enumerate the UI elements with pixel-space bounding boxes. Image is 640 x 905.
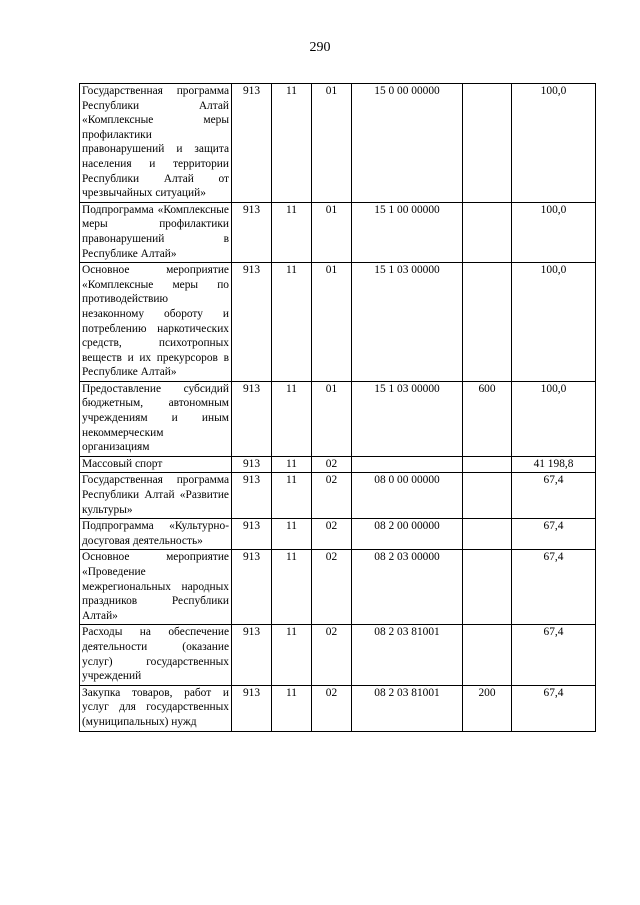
row-ministry: 913 [232,550,272,625]
row-section: 11 [272,473,312,519]
row-name: Предоставление субсидий бюджетным, автономным учреждениям и иным некоммерческим организациям [80,381,232,456]
table-row [80,519,596,550]
row-subsection: 02 [312,519,352,550]
row-expense-type [463,519,512,550]
row-expense-type [463,263,512,382]
row-section: 11 [272,519,312,550]
row-section: 11 [272,685,312,731]
row-expense-type [463,625,512,685]
row-ministry: 913 [232,519,272,550]
row-amount: 67,4 [512,550,596,625]
row-section: 11 [272,84,312,203]
row-amount: 67,4 [512,685,596,731]
row-subsection: 02 [312,685,352,731]
row-ministry: 913 [232,202,272,262]
row-expense-type: 600 [463,381,512,456]
row-subsection: 01 [312,202,352,262]
row-ministry: 913 [232,456,272,473]
row-name: Государственная программа Республики Алтай «Развитие культуры» [80,473,232,519]
table-row [80,263,596,382]
row-target: 15 1 03 00000 [352,381,463,456]
row-section: 11 [272,550,312,625]
row-amount: 100,0 [512,381,596,456]
row-target [352,456,463,473]
row-name: Расходы на обеспечение деятельности (оказание услуг) государственных учреждений [80,625,232,685]
table-body [80,84,596,732]
row-subsection: 01 [312,381,352,456]
row-subsection: 02 [312,625,352,685]
row-subsection: 02 [312,473,352,519]
row-amount: 100,0 [512,263,596,382]
row-expense-type [463,84,512,203]
row-target: 08 0 00 00000 [352,473,463,519]
row-name: Подпрограмма «Культурно-досуговая деятельность» [80,519,232,550]
row-ministry: 913 [232,473,272,519]
row-amount: 41 198,8 [512,456,596,473]
row-section: 11 [272,202,312,262]
row-subsection: 01 [312,263,352,382]
table-row [80,473,596,519]
row-expense-type [463,456,512,473]
row-expense-type [463,202,512,262]
row-target: 08 2 03 81001 [352,625,463,685]
row-ministry: 913 [232,381,272,456]
row-name: Закупка товаров, работ и услуг для государственных (муниципальных) нужд [80,685,232,731]
row-section: 11 [272,381,312,456]
row-section: 11 [272,263,312,382]
row-ministry: 913 [232,84,272,203]
row-target: 08 2 00 00000 [352,519,463,550]
row-subsection: 02 [312,550,352,625]
row-expense-type [463,473,512,519]
row-subsection: 02 [312,456,352,473]
page-number: 290 [309,40,331,55]
row-ministry: 913 [232,685,272,731]
table-row [80,202,596,262]
row-target: 15 0 00 00000 [352,84,463,203]
row-amount: 67,4 [512,625,596,685]
row-name: Массовый спорт [80,456,232,473]
row-ministry: 913 [232,625,272,685]
row-section: 11 [272,625,312,685]
row-ministry: 913 [232,263,272,382]
table-row [80,550,596,625]
budget-table [79,83,596,732]
row-subsection: 01 [312,84,352,203]
table-row [80,456,596,473]
table-row [80,84,596,203]
row-amount: 100,0 [512,202,596,262]
row-target: 08 2 03 81001 [352,685,463,731]
row-target: 08 2 03 00000 [352,550,463,625]
row-name: Подпрограмма «Комплексные меры профилактики правонарушений в Республике Алтай» [80,202,232,262]
row-amount: 67,4 [512,473,596,519]
row-target: 15 1 00 00000 [352,202,463,262]
table-row [80,685,596,731]
row-section: 11 [272,456,312,473]
row-expense-type [463,550,512,625]
row-amount: 67,4 [512,519,596,550]
row-amount: 100,0 [512,84,596,203]
row-name: Основное мероприятие «Проведение межрегиональных народных праздников Республики Алтай» [80,550,232,625]
row-expense-type: 200 [463,685,512,731]
row-name: Государственная программа Республики Алтай «Комплексные меры профилактики правонарушений и защита населения и территории Республики Алтай от чрезвычайных ситуаций» [80,84,232,203]
table-row [80,625,596,685]
table-row [80,381,596,456]
row-name: Основное мероприятие «Комплексные меры по противодействию незаконному обороту и потреблению наркотических средств, психотропных веществ и их прекурсоров в Республике Алтай» [80,263,232,382]
row-target: 15 1 03 00000 [352,263,463,382]
